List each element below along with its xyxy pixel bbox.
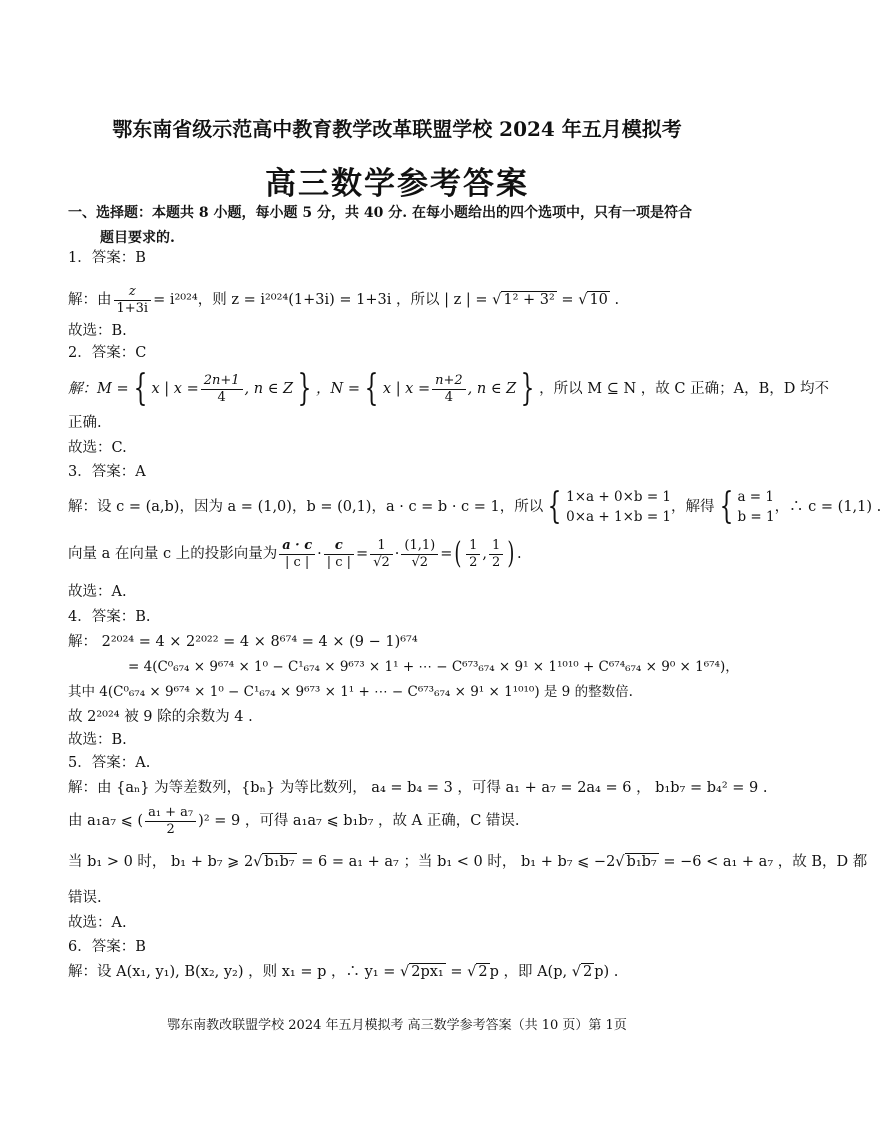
q2-solution-cont: 正确.	[68, 415, 102, 431]
q5-line3: 当 b₁ > 0 时， b₁ + b₇ ⩾ 2√ b₁b₇ = 6 = a₁ + a₇ ；当 b₁ < 0 时， b₁ + b₇ ⩽ −2√ b₁b₇ = −6 < a₁ + a₇ ，故 B，D 都	[68, 854, 868, 870]
q2-pick: 故选：C.	[68, 440, 127, 456]
q3-solution: 解：设 c = (a,b)，因为 a = (1,0)，b = (0,1)，a · c = b · c = 1，所以 { 1×a + 0×b = 1 0×a + 1×b = 1 ，解得 { a = 1 b = 1 ，∴ c = (1,1) .	[68, 486, 881, 527]
q4-line3: 其中 4(C⁰₆₇₄ × 9⁶⁷⁴ × 1⁰ − C¹₆₇₄ × 9⁶⁷³ × 1¹ + ⋯ − C⁶⁷³₆₇₄ × 9¹ × 1¹⁰¹⁰) 是 9 的整数倍.	[68, 684, 633, 700]
q5-line2: 由 a₁a₇ ⩽ ( $\frac{\text{a₁ + a₇}}{2}$ )² = 9 ，可得 a₁a₇ ⩽ b₁b₇ ，故 A 正确，C 错误.	[68, 804, 520, 837]
q5-line4: 错误.	[68, 890, 102, 906]
q5-line1: 解：由 {aₙ} 为等差数列，{bₙ} 为等比数列， a₄ = b₄ = 3 ，可得 a₁ + a₇ = 2a₄ = 6 ， b₁b₇ = b₄² = 9 .	[68, 780, 768, 796]
q1-answer: 1．答案：B	[68, 250, 146, 266]
q3-projection: 向量 a 在向量 c 上的投影向量为 $\frac{a \cdot c}{| c |}$ · $\frac{c}{| c |}$ = $\frac{1}{√2}$ · $\frac{(1,1)}{√2}$ =( $\frac{1}{2}$ , $\frac{1}{2}$ ) .	[68, 536, 522, 571]
section-heading: 一、选择题：本题共 8 小题，每小题 5 分，共 40 分. 在每小题给出的四个选项中，只有一项是符合	[68, 205, 692, 221]
q4-answer: 4．答案：B.	[68, 609, 151, 625]
q3-pick: 故选：A.	[68, 584, 127, 600]
exam-title: 鄂东南省级示范高中教育教学改革联盟学校 2024 年五月模拟考	[112, 117, 682, 141]
q2-solution: 解：M = { x | x = $\frac{2n+1}{4}$ , n ∈ Z } ，N = { x | x = $\frac{n+2}{4}$ , n ∈ Z } ，所以 M ⊆ N ，故 C 正确；A，B，D 均不	[68, 368, 829, 409]
section-heading-cont: 题目要求的.	[100, 230, 175, 246]
q4-line1: 解： 2²⁰²⁴ = 4 × 2²⁰²² = 4 × 8⁶⁷⁴ = 4 × (9 − 1)⁶⁷⁴	[68, 634, 418, 650]
q4-pick: 故选：B.	[68, 732, 127, 748]
q2-answer: 2．答案：C	[68, 345, 147, 361]
q3-answer: 3．答案：A	[68, 464, 146, 480]
q4-line2: = 4(C⁰₆₇₄ × 9⁶⁷⁴ × 1⁰ − C¹₆₇₄ × 9⁶⁷³ × 1¹ + ⋯ − C⁶⁷³₆₇₄ × 9¹ × 1¹⁰¹⁰ + C⁶⁷⁴₆₇₄ × 9⁰ × 1⁶⁷⁴)，	[128, 659, 739, 675]
q1-pick: 故选：B.	[68, 323, 127, 339]
q4-line4: 故 2²⁰²⁴ 被 9 除的余数为 4 .	[68, 709, 253, 725]
q1-solution: 解：由 $\frac{z}{1+3i}$ = i²⁰²⁴，则 z = i²⁰²⁴(1+3i) = 1+3i ，所以 | z | = √ 1² + 3² = √ 10 .	[68, 283, 620, 316]
page-footer: 鄂东南教改联盟学校 2024 年五月模拟考 高三数学参考答案（共 10 页）第 1页	[167, 1018, 627, 1033]
q6-line1: 解：设 A(x₁, y₁), B(x₂, y₂) ，则 x₁ = p ，∴ y₁ = √ 2px₁ = √ 2 p ，即 A(p, √ 2 p) .	[68, 964, 619, 980]
q5-answer: 5．答案：A.	[68, 755, 151, 771]
page-title: 高三数学参考答案	[265, 166, 529, 202]
q5-pick: 故选：A.	[68, 915, 127, 931]
q6-answer: 6．答案：B	[68, 939, 146, 955]
